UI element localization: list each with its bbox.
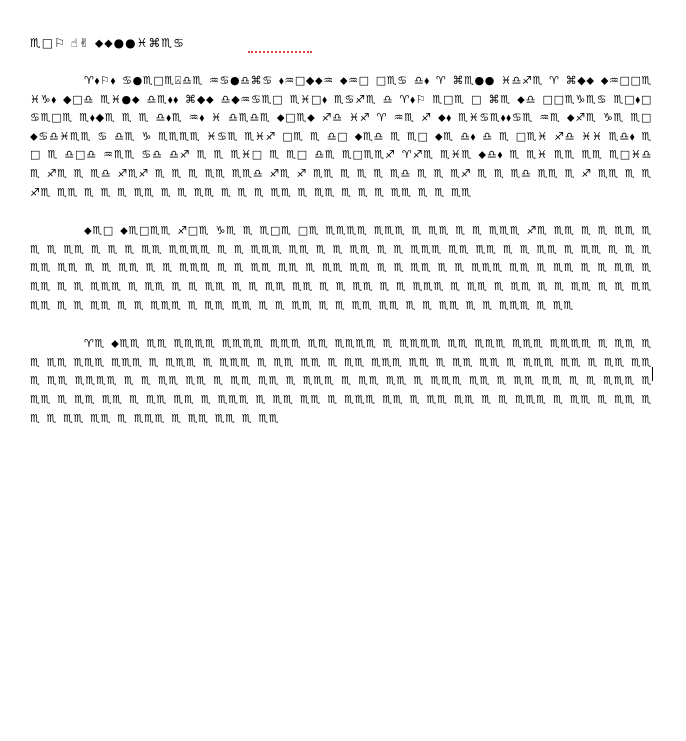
- text-cursor: [652, 367, 653, 381]
- spellcheck-underline: [248, 48, 312, 53]
- paragraph-2: ⬥♏□ ⬥♏□♏♏ ♐□♏ ♑♏ ♏ ♏□♏ □♏ ♏♏♏♏ ♏♏♏ ♏ ♏♏ ♏ ♏ ♏♏♏ ♐♏ ♏♏ ♏ ♏ ♏♏ ♏♏ ♏ ♏♏ ♏ ♏ ♏ ♏♏ ♏♏♏♏ ♏ ♏ ♏♏♏ ♏♏ ♏ ♏ ♏♏ ♏ ♏ ♏♏♏ ♏♏ ♏♏ ♏ ♏ ♏♏ ♏ ♏♏ ♏ ♏ ♏♏♏ ♏♏ ♏ ♏ ♏♏ ♏ ♏ ♏♏♏ ♏ ♏ ♏♏ ♏♏ ♏ ♏♏ ♏♏ ♏ ♏ ♏♏ ♏ ♏ ♏♏♏ ♏♏ ♏ ♏♏ ♏ ♏ ♏♏ ♏ ♏♏ ♏ ♏ ♏♏♏ ♏ ♏♏ ♏ ♏ ♏♏ ♏ ♏ ♏♏ ♏♏ ♏ ♏ ♏♏ ♏ ♏ ♏♏♏ ♏ ♏♏ ♏ ♏♏ ♏ ♏ ♏♏ ♏ ♏ ♏♏ ♏♏ ♏ ♏ ♏♏ ♏ ♏ ♏♏♏ ♏ ♏♏ ♏♏ ♏ ♏ ♏♏ ♏ ♏ ♏♏ ♏♏ ♏ ♏ ♏♏ ♏ ♏ ♏♏♏ ♏ ♏♏: [30, 224, 652, 312]
- paragraph-1: ♈⬧⚐⬧ ♋●♏□♏⍓♎♏ ♒♋●♎⌘♋ ⬧♒□◆⬥♒ ⬥♒□ □♏♋ ♎⬧ ♈ ⌘♏●● ♓♎♐♏ ♈ ⌘◆⬥ ⬥♒□□♏ ♓♑⬧ ◆□♎ ♏♓●⬥ ♎♏⬧⬧ ⌘◆⬥ ♎◆♒♋♏□ ♏♓□⬧ ♏♋♐♏ ♎ ♈⬧⚐ ♏□♏ □ ⌘♏ ⬥♎ □□♏♑♏♋ ♏□⬧□ ♋♏□♏ ♏⬧◆♏ ♏ ♏ ♎⬧♏ ♒⬧ ♓ ♎♏♎♏ ⬥□♏⬥ ♐♎ ♓♐ ♈ ♒♏ ♐ ⬥⬧ ♏♓♋♏⬧⬧♋♏ ♒♏ ⬥♐♏ ♑♏ ♏□ ⬥♋♎♓♏♏ ♋ ♎♏ ♑ ♏♏♏♏ ♓♋♏ ♏♓♐ □♏ ♏ ♎□ ⬥♏♎ ♏ ♏□ ⬥♏ ♎⬧ ♎ ♏ □♏♓ ♐♎ ♓♓ ♏♎⬧ ♏□ ♏ ♎□♎ ♒♏♏ ♋♎ ♎♐ ♏ ♏ ♏♓□ ♏ ♏□ ♎♏ ♏□♏♏♐ ♈♐♏ ♏♓♏ ⬥♎⬧ ♏ ♏♓ ♏♏ ♏♏ ♏□♓♎ ♏ ♐♏ ♏ ♏♎ ♐♏♐ ♏ ♏ ♏ ♏♏ ♏♏♎ ♐♏ ♐ ♏♏ ♏ ♏ ♏ ♏♎ ♏ ♏ ♏♐ ♏ ♏ ♏♎ ♏♏ ♏ ♐ ♏♏ ♏ ♏ ♐♏ ♏♏ ♏ ♏ ♏ ♏♏ ♏ ♏ ♏♏ ♏ ♏ ♏ ♏♏ ♏ ♏♏ ♏ ♏ ♏ ♏♏ ♏ ♏ ♏♏: [30, 74, 652, 199]
- document-title: ♏□⚐ ☝✌ ⬥⬥●●♓⌘♏♋: [30, 36, 185, 50]
- paragraph-3: ♈♏ ⬥♏♏ ♏♏ ♏♏♏♏ ♏♏♏♏ ♏♏♏ ♏♏ ♏♏♏♏ ♏ ♏♏♏♏ ♏♏ ♏♏♏ ♏♏♏ ♏♏♏♏ ♏ ♏♏ ♏♏ ♏♏ ♏♏♏ ♏♏♏ ♏ ♏♏♏ ♏ ♏♏♏ ♏ ♏♏ ♏♏ ♏ ♏♏ ♏♏♏ ♏♏ ♏ ♏♏ ♏♏ ♏ ♏♏♏ ♏♏ ♏ ♏♏ ♏♏ ♏ ♏♏ ♏♏♏♏ ♏ ♏ ♏♏ ♏♏ ♏ ♏♏ ♏♏ ♏ ♏♏♏ ♏ ♏♏ ♏♏ ♏ ♏♏♏ ♏♏ ♏ ♏♏ ♏♏ ♏ ♏ ♏♏♏ ♏ ♏♏ ♏ ♏♏ ♏♏ ♏ ♏♏ ♏♏ ♏ ♏♏♏ ♏ ♏♏ ♏♏ ♏ ♏♏♏ ♏♏ ♏ ♏♏ ♏♏ ♏ ♏ ♏♏♏ ♏ ♏♏ ♏ ♏♏ ♏♏ ♏ ♏♏ ♏♏ ♏ ♏♏♏ ♏ ♏♏ ♏♏ ♏ ♏♏: [30, 337, 652, 425]
